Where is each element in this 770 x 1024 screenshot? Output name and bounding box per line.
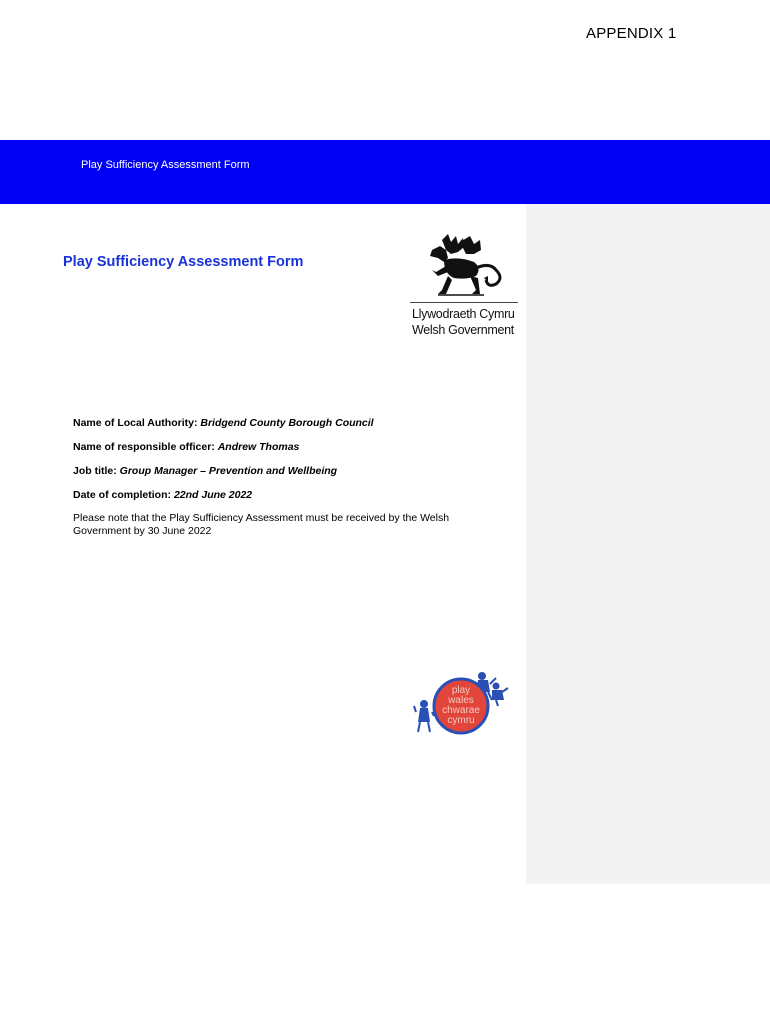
- authority-label: Name of Local Authority:: [73, 417, 198, 429]
- completion-date-label: Date of completion:: [73, 489, 172, 501]
- officer-label: Name of responsible officer:: [73, 441, 215, 453]
- job-title-value: Group Manager – Prevention and Wellbeing: [119, 465, 338, 477]
- completion-date-value: 22nd June 2022: [173, 489, 253, 501]
- play-wales-word: cymru: [447, 715, 475, 726]
- dragon-icon: [418, 232, 510, 300]
- job-title-row: [73, 464, 513, 488]
- welsh-government-name-en: Welsh Government: [412, 323, 514, 337]
- job-title-label: Job title:: [73, 465, 117, 477]
- play-wales-word: chwarae: [442, 705, 480, 716]
- child-figure-icon: [492, 683, 508, 707]
- officer-row: [73, 440, 513, 464]
- submission-note: Please note that the Play Sufficiency Assessment must be received by the Welsh Government by 30 June 2022: [73, 512, 450, 537]
- child-figure-icon: [414, 700, 434, 732]
- authority-value: Bridgend County Borough Council: [200, 417, 374, 429]
- banner-title: Play Sufficiency Assessment Form: [81, 159, 250, 171]
- completion-date-row: [73, 488, 513, 512]
- play-wales-logo: [412, 670, 512, 740]
- header-banner: [0, 140, 770, 204]
- page-title: Play Sufficiency Assessment Form: [63, 254, 304, 270]
- play-wales-word: wales: [448, 695, 474, 706]
- logo-divider: [410, 302, 518, 303]
- side-panel: [526, 204, 770, 884]
- authority-row: [73, 416, 513, 440]
- appendix-label: APPENDIX 1: [586, 25, 677, 42]
- welsh-government-name-cy: Llywodraeth Cymru: [412, 307, 515, 321]
- form-details: [73, 416, 513, 538]
- welsh-government-logo: [408, 232, 522, 342]
- officer-value: Andrew Thomas: [217, 441, 300, 453]
- play-wales-word: play: [451, 685, 471, 696]
